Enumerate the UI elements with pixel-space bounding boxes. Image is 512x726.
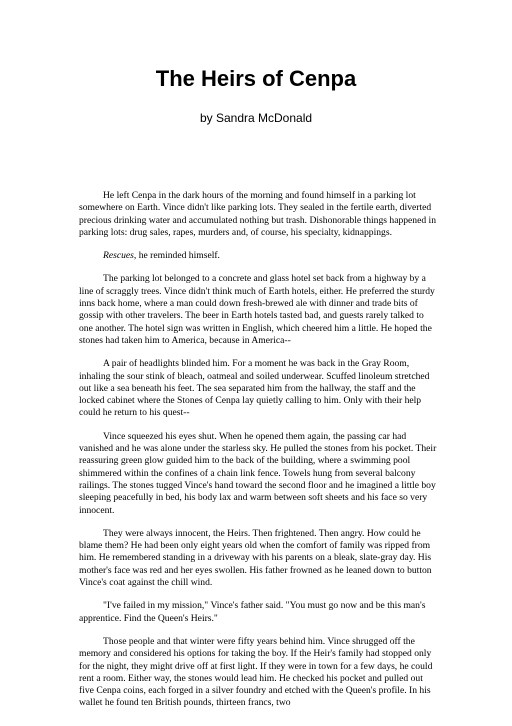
story-body	[79, 190, 437, 721]
paragraph-7: Those people and that winter were fifty years behind him. Vince shrugged off the memory and considered his options for taking the boy. If the Heir's family had stopped only for the night, they might drive off at first light. If they were in town for a few days, he could rent a room. Either way, the stones would lead him. He checked his pocket and pulled out five Cenpa coins, each forged in a silver foundry and etched with the Queen's profile. In his wallet he found ten British pounds, thirteen francs, two	[79, 635, 433, 709]
paragraph-2: The parking lot belonged to a concrete and glass hotel set back from a highway by a line of scraggly trees. Vince didn't think much of Earth hotels, either. He preferred the sturdy inns back home, where a man could down fresh-brewed ale with dinner and trade bits of gossip with other travelers. The beer in Earth hotels tasted bad, and guests rarely talked to one another. The hotel sign was written in English, which cheered him a little. He hoped the stones had taken him to America, because in America--	[79, 273, 435, 346]
paragraph-1: He left Cenpa in the dark hours of the morning and found himself in a parking lot somewhere on Earth. Vince didn't like parking lots. They sealed in the fertile earth, diverted precious drinking water and accumulated nothing but trash. Dishonorable things happened in parking lots: drug sales, rapes, murders and, of course, his specialty, kidnappings.	[79, 190, 437, 238]
paragraph-6: "I've failed in my mission," Vince's father said. "You must go now and be this man's apprentice. Find the Queen's Heirs."	[79, 600, 426, 624]
rescues-rest: , he reminded himself.	[133, 250, 220, 262]
rescues-emphasis: Rescues	[103, 250, 134, 262]
author-byline: by Sandra McDonald	[199, 111, 313, 125]
paragraph-3: A pair of headlights blinded him. For a moment he was back in the Gray Room, inhaling the sour stink of bleach, oatmeal and soiled underwear. Scuffed linoleum stretched out like a sea beneath his feet. The sea separated him from the hallway, the staff and the locked cabinet where the Stones of Cenpa lay quietly calling to him. Only with their help could he return to his quest--	[79, 358, 430, 419]
document-title: The Heirs of Cenpa	[155, 66, 357, 91]
paragraph-4: Vince squeezed his eyes shut. When he opened them again, the passing car had vanished and he was alone under the starless sky. He pulled the stones from his pocket. Their reassuring green glow guided him to the back of the building, where a swimming pool shimmered within the confines of a chain link fence. Towels hung from several balcony railings. The stones tugged Vince's hand toward the second floor and he imagined a little boy sleeping peacefully in bed, his body lax and warm between soft sheets and his face so very innocent.	[79, 430, 437, 516]
paragraph-rescues	[79, 250, 437, 262]
paragraph-5: They were always innocent, the Heirs. Then frightened. Then angry. How could he blame them? He had been only eight years old when the comfort of family was ripped from him. He remembered standing in a driveway with his parents on a bleak, slate-gray day. His mother's face was red and her eyes swollen. His father frowned as he leaned down to button Vince's coat against the chill wind.	[79, 527, 432, 589]
